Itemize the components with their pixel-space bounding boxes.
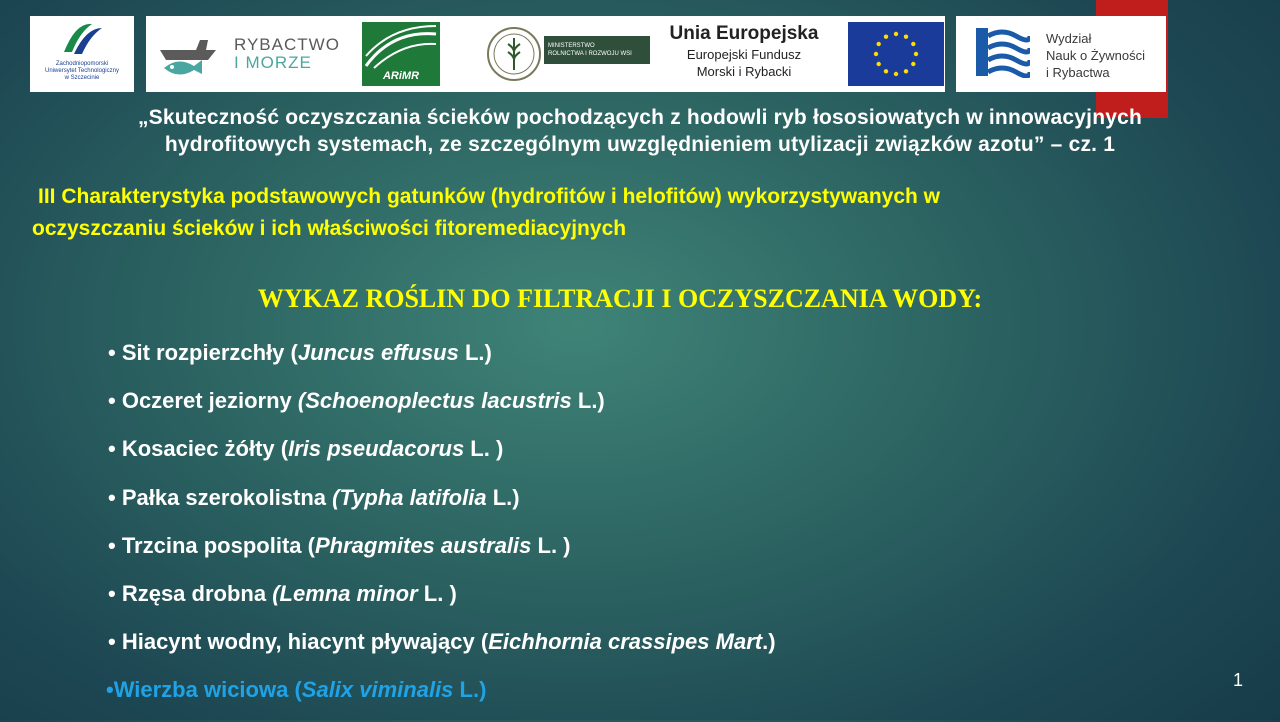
bullet-icon: • (108, 629, 116, 655)
plant-item (108, 577, 776, 625)
bullet-icon: • (108, 436, 116, 462)
plant-latin-name: (Schoenoplectus lacustris (297, 388, 572, 414)
ministry-line2: ROLNICTWA I ROZWOJU WSI (548, 51, 632, 57)
plant-author: L. ) (417, 580, 457, 606)
plant-item (108, 432, 776, 480)
bullet-icon: • (108, 340, 116, 365)
plant-common-name: Rzęsa drobna (121, 580, 273, 606)
ministry-name (544, 36, 650, 64)
partners-logo-strip (146, 16, 945, 92)
title-line2: hydrofitowych systemach, ze szczególnym uwzględnieniem utylizacji związków azotu” – cz. 1 (164, 133, 1116, 156)
list-heading: WYKAZ ROŚLIN DO FILTRACJI I OCZYSZCZANIA WODY: (257, 284, 983, 313)
plant-common-name: Sit rozpierzchły ( (121, 340, 298, 365)
ue-line2: Europejski Fundusz (686, 47, 802, 62)
rybactwo-line1: RYBACTWO (234, 35, 340, 54)
wydzial-line1: Wydział (1046, 31, 1092, 46)
zut-name-line2: Uniwersytet Technologiczny (45, 68, 119, 74)
plant-list (108, 336, 776, 722)
field-stripes-icon (362, 22, 440, 70)
zut-logo (30, 16, 134, 92)
plant-item (108, 529, 776, 577)
plant-latin-name: Phragmites australis (314, 532, 532, 558)
slide-title (20, 104, 1260, 158)
plant-item (108, 481, 776, 529)
plant-latin-name: (Typha latifolia (332, 484, 487, 510)
plant-item (108, 625, 776, 673)
plant-common-name: Trzcina pospolita ( (121, 532, 315, 558)
subtitle-line2: oczyszczaniu ścieków i ich właściwości fitoremediacyjnych (32, 217, 627, 240)
plant-common-name: Kosaciec żółty ( (121, 436, 289, 462)
ue-title: Unia Europejska (669, 23, 819, 44)
ue-line3: Morski i Rybacki (696, 64, 792, 79)
plant-common-name: Hiacynt wodny, hiacynt pływający ( (121, 629, 489, 655)
waves-emblem-icon (974, 26, 1030, 78)
wydzial-line3: i Rybactwa (1046, 65, 1110, 80)
subtitle-line1: III Charakterystyka podstawowych gatunków (hydrofitów i helofitów) wykorzystywanych w (38, 185, 941, 208)
plant-item (108, 336, 776, 384)
plant-author: L.) (453, 677, 487, 703)
ministry-seal-icon (484, 26, 544, 82)
zut-emblem-icon (58, 22, 108, 58)
plant-common-name: Pałka szerokolistna (121, 484, 333, 510)
page-number: 1 (1233, 670, 1244, 690)
plant-common-name: Oczeret jeziorny (121, 388, 298, 414)
logo-bar (0, 15, 1280, 95)
slide-subtitle (32, 181, 1242, 245)
arimr-logo (362, 22, 440, 86)
bullet-icon: • (108, 388, 116, 414)
zut-name-line3: w Szczecinie (64, 75, 100, 81)
plant-common-name: Wierzba wiciowa ( (113, 677, 302, 703)
plant-author: L.) (458, 340, 492, 365)
bullet-icon: • (108, 580, 116, 606)
plant-latin-name: Juncus effusus (297, 340, 459, 365)
plant-author: L.) (571, 388, 605, 414)
plant-item (108, 384, 776, 432)
plant-latin-name: (Lemna minor (272, 580, 418, 606)
zut-name-line1: Zachodniopomorski (55, 61, 109, 67)
fish-boat-icon (156, 30, 220, 78)
plant-latin-name: Iris pseudacorus (288, 436, 465, 462)
title-line1: „Skuteczność oczyszczania ścieków pochodzących z hodowli ryb łososiowatych w innowacyjnych (137, 106, 1143, 129)
eu-flag-icon (848, 22, 944, 86)
plant-latin-name: Salix viminalis (301, 677, 454, 703)
plant-author: .) (762, 629, 776, 655)
plant-author: L. ) (464, 436, 504, 462)
plant-author: L. ) (531, 532, 571, 558)
wydzial-line2: Nauk o Żywności (1046, 48, 1145, 63)
ministry-line1: MINISTERSTWO (548, 43, 595, 49)
rybactwo-line2: I MORZE (234, 53, 312, 72)
arimr-label: ARiMR (382, 70, 420, 82)
plant-latin-name: Eichhornia crassipes Mart (488, 629, 763, 655)
plant-item-highlighted (106, 673, 776, 721)
wydzial-logo (956, 16, 1166, 92)
bullet-icon: • (108, 532, 116, 558)
bullet-icon: • (106, 677, 114, 703)
bullet-icon: • (108, 484, 116, 510)
plant-author: L.) (486, 484, 520, 510)
